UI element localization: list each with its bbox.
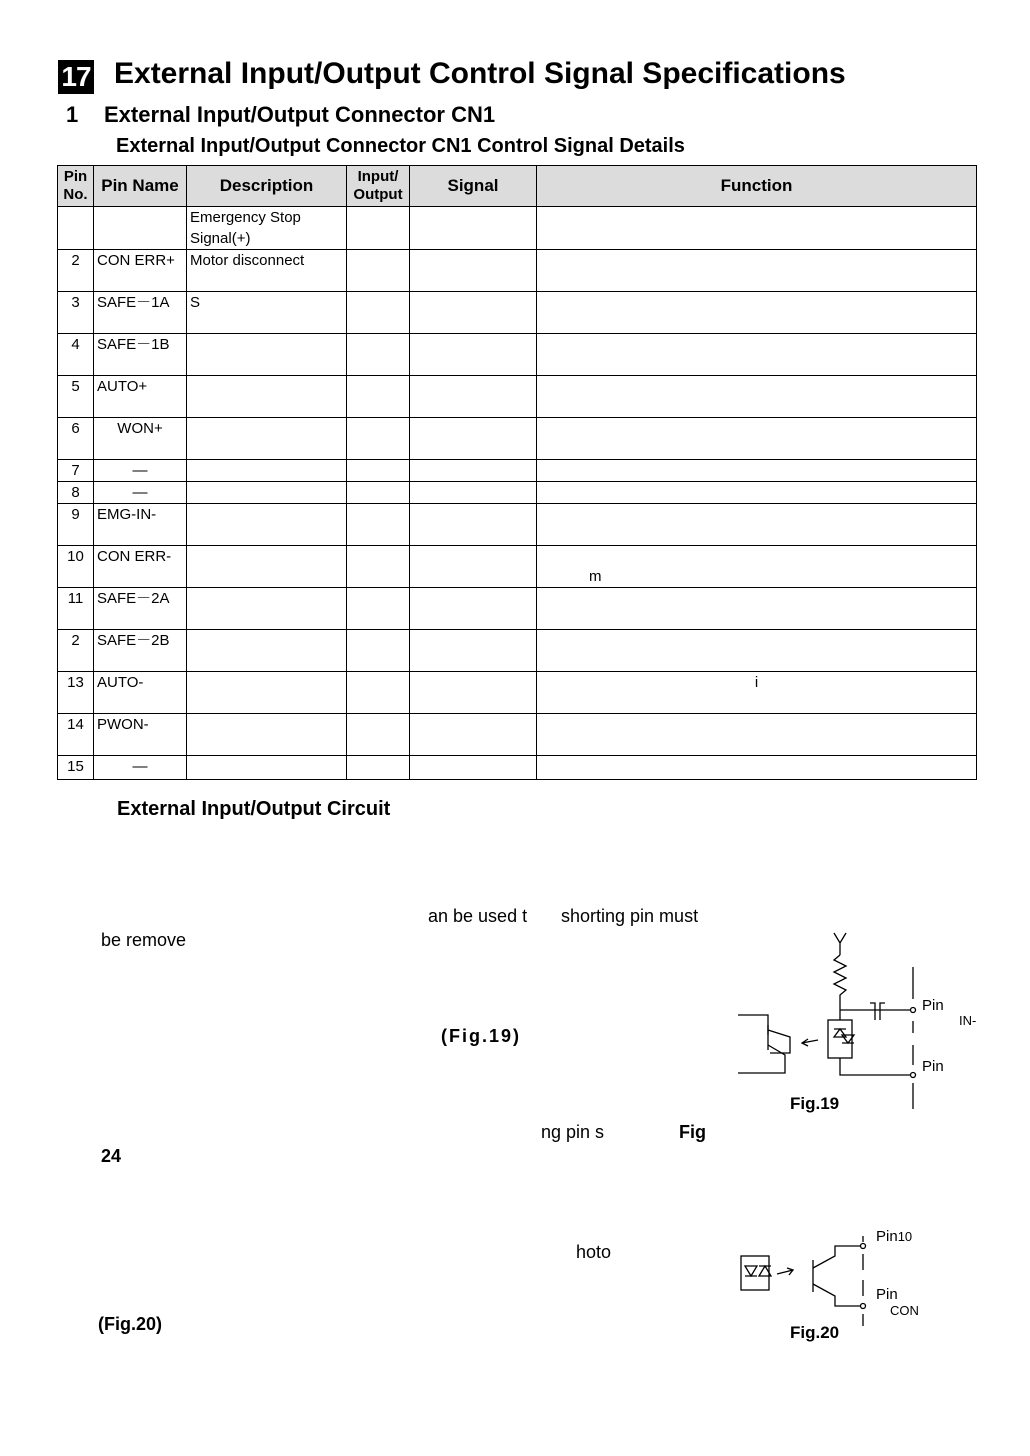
col-header-signal: Signal xyxy=(410,166,537,207)
col-header-description: Description xyxy=(187,166,347,207)
table-row xyxy=(58,460,977,482)
pin-function xyxy=(537,418,977,460)
pin-signal xyxy=(410,460,537,482)
text-fragment: shorting pin must xyxy=(561,906,699,926)
table-row xyxy=(58,756,977,780)
fig20-caption: Fig.20 xyxy=(790,1323,840,1342)
pin-name: SAFE－2A xyxy=(94,588,187,630)
pin-number: 7 xyxy=(58,460,94,482)
pin-function xyxy=(537,588,977,630)
pin-signal xyxy=(410,630,537,672)
pin-number: 6 xyxy=(58,418,94,460)
table-row xyxy=(58,482,977,504)
text-fragment: be remove xyxy=(101,930,187,950)
pin-name: AUTO+ xyxy=(94,376,187,418)
pin-name: — xyxy=(94,756,187,780)
pin-function xyxy=(537,756,977,780)
pin-function: m xyxy=(537,546,977,588)
table-row xyxy=(58,588,977,630)
circuit-section-title: External Input/Output Circuit xyxy=(117,798,391,820)
pin-description xyxy=(187,588,347,630)
pin-name: EMG-IN- xyxy=(94,504,187,546)
pin-name: SAFE－2B xyxy=(94,630,187,672)
pin-number: 8 xyxy=(58,482,94,504)
table-title: External Input/Output Connector CN1 Control Signal Details xyxy=(116,135,685,157)
table-row xyxy=(58,207,977,250)
table-row xyxy=(58,250,977,292)
pin-name: PWON- xyxy=(94,714,187,756)
pin-description xyxy=(187,334,347,376)
pin-signal xyxy=(410,292,537,334)
pin-io xyxy=(347,334,410,376)
pin-number: 11 xyxy=(58,588,94,630)
table-row xyxy=(58,292,977,334)
text-fragment: Fig xyxy=(679,1122,706,1142)
pin-signal xyxy=(410,250,537,292)
pin-signal xyxy=(410,207,537,250)
fig20-pin-top-label: Pin10 xyxy=(876,1228,913,1245)
fig19-pin-bottom-label: Pin xyxy=(922,1058,944,1075)
pin-function xyxy=(537,714,977,756)
text-fragment: 24 xyxy=(101,1146,122,1166)
text-fragment: ng pin s xyxy=(541,1122,605,1142)
chapter-title: External Input/Output Control Signal Specifications xyxy=(114,57,846,90)
pin-io xyxy=(347,672,410,714)
table-row xyxy=(58,546,977,588)
pin-function xyxy=(537,292,977,334)
table-row xyxy=(58,714,977,756)
pin-signal xyxy=(410,504,537,546)
pin-function xyxy=(537,504,977,546)
pin-signal xyxy=(410,376,537,418)
pin-number: 13 xyxy=(58,672,94,714)
pin-io xyxy=(347,756,410,780)
pin-description xyxy=(187,504,347,546)
fig19-circuit-diagram xyxy=(730,925,990,1115)
pin-description: S xyxy=(187,292,347,334)
pin-function: i xyxy=(537,672,977,714)
pin-description xyxy=(187,418,347,460)
pin-name: — xyxy=(94,482,187,504)
pin-io xyxy=(347,292,410,334)
pin-number: 10 xyxy=(58,546,94,588)
col-header-pin-name: Pin Name xyxy=(94,166,187,207)
pin-io xyxy=(347,207,410,250)
pin-io xyxy=(347,588,410,630)
col-header-function: Function xyxy=(537,166,977,207)
fig20-con-label: CON xyxy=(890,1303,919,1318)
pin-function xyxy=(537,376,977,418)
fig19-reference: (Fig.19) xyxy=(441,1026,522,1046)
pin-function xyxy=(537,630,977,672)
pin-name: CON ERR+ xyxy=(94,250,187,292)
table-header-row xyxy=(58,166,977,207)
pin-number: 4 xyxy=(58,334,94,376)
fig19-pin-top-label: Pin xyxy=(922,997,944,1014)
fig20-circuit-diagram xyxy=(735,1230,875,1330)
pin-io xyxy=(347,546,410,588)
pin-io xyxy=(347,482,410,504)
table-row xyxy=(58,504,977,546)
table-row xyxy=(58,418,977,460)
pin-signal xyxy=(410,418,537,460)
pin-number: 3 xyxy=(58,292,94,334)
pin-number: 9 xyxy=(58,504,94,546)
pin-name: AUTO- xyxy=(94,672,187,714)
pin-description xyxy=(187,376,347,418)
fig20-pin-bottom-label: Pin xyxy=(876,1286,898,1303)
pin-name: CON ERR- xyxy=(94,546,187,588)
section-title: External Input/Output Connector CN1 xyxy=(104,102,496,127)
pin-name: SAFE－1A xyxy=(94,292,187,334)
fig20-reference: (Fig.20) xyxy=(98,1314,163,1334)
signal-details-table xyxy=(57,165,977,780)
pin-name: SAFE－1B xyxy=(94,334,187,376)
pin-name: WON+ xyxy=(94,418,187,460)
pin-io xyxy=(347,504,410,546)
pin-description xyxy=(187,460,347,482)
pin-description xyxy=(187,630,347,672)
pin-number: 14 xyxy=(58,714,94,756)
pin-description xyxy=(187,714,347,756)
pin-io xyxy=(347,714,410,756)
text-fragment: hoto xyxy=(576,1242,612,1262)
pin-name: — xyxy=(94,460,187,482)
pin-number: 15 xyxy=(58,756,94,780)
pin-description xyxy=(187,482,347,504)
pin-io xyxy=(347,250,410,292)
pin-io xyxy=(347,376,410,418)
col-header-pin-no: Pin No. xyxy=(58,166,94,207)
pin-io xyxy=(347,460,410,482)
col-header-input-output: Input/ Output xyxy=(347,166,410,207)
pin-io xyxy=(347,630,410,672)
table-row xyxy=(58,672,977,714)
section-number: 1 xyxy=(66,102,79,127)
chapter-number-badge: 17 xyxy=(58,60,94,94)
pin-number xyxy=(58,207,94,250)
pin-signal xyxy=(410,334,537,376)
pin-name xyxy=(94,207,187,250)
table-row xyxy=(58,334,977,376)
pin-signal xyxy=(410,588,537,630)
pin-io xyxy=(347,418,410,460)
fig19-caption: Fig.19 xyxy=(790,1094,840,1113)
fig19-in-label: IN- xyxy=(959,1013,977,1028)
table-row xyxy=(58,376,977,418)
pin-function xyxy=(537,482,977,504)
pin-description xyxy=(187,672,347,714)
pin-signal xyxy=(410,714,537,756)
pin-number: 5 xyxy=(58,376,94,418)
pin-signal xyxy=(410,756,537,780)
pin-signal xyxy=(410,482,537,504)
pin-function xyxy=(537,460,977,482)
pin-description: Emergency Stop Signal(+) xyxy=(187,207,347,250)
pin-function xyxy=(537,207,977,250)
pin-number: 2 xyxy=(58,630,94,672)
table-row xyxy=(58,630,977,672)
pin-description: Motor disconnect xyxy=(187,250,347,292)
pin-function xyxy=(537,250,977,292)
text-fragment: an be used t xyxy=(428,906,528,926)
pin-signal xyxy=(410,546,537,588)
pin-description xyxy=(187,756,347,780)
pin-description xyxy=(187,546,347,588)
pin-function xyxy=(537,334,977,376)
pin-signal xyxy=(410,672,537,714)
pin-number: 2 xyxy=(58,250,94,292)
